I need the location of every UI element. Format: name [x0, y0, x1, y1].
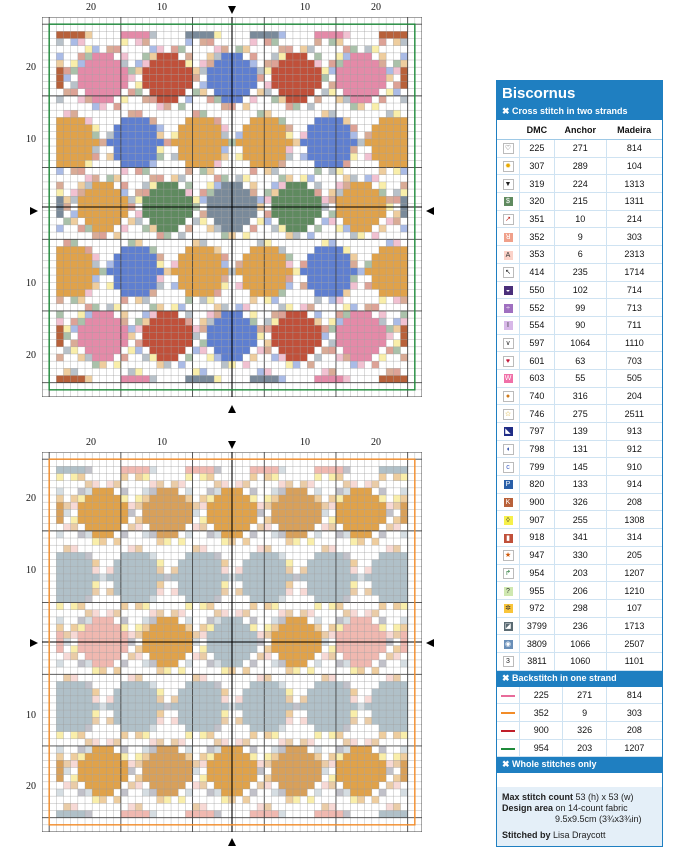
thread-madeira: 314 [606, 529, 662, 547]
key-row [497, 193, 662, 211]
key-row [497, 299, 662, 317]
stitch-symbol-icon: ◒ [504, 286, 513, 295]
thread-dmc: 225 [520, 687, 563, 704]
key-row [497, 529, 662, 547]
backstitch-rows [497, 687, 662, 757]
thread-madeira: 1311 [606, 193, 662, 211]
thread-dmc: 414 [520, 263, 555, 281]
thread-madeira: 2511 [606, 405, 662, 423]
symbol-cell [497, 582, 520, 600]
side-top-4: 20 [26, 350, 36, 361]
thread-anchor: 63 [554, 352, 606, 370]
symbol-cell [497, 193, 520, 211]
symbol-cell [497, 210, 520, 228]
symbol-cell [497, 369, 520, 387]
center-arrow-right-2 [426, 639, 434, 647]
thread-anchor: 99 [554, 299, 606, 317]
symbol-cell [497, 458, 520, 476]
key-row [497, 405, 662, 423]
thread-anchor: 133 [554, 476, 606, 494]
stitch-symbol-icon: c [504, 463, 513, 472]
symbol-cell [497, 440, 520, 458]
thread-anchor: 9 [554, 228, 606, 246]
thread-madeira: 703 [606, 352, 662, 370]
chart-bottom-grid [42, 452, 422, 832]
key-footer [497, 787, 662, 846]
stitch-symbol-icon: ▼ [504, 180, 512, 188]
side-bottom-2: 10 [26, 565, 36, 576]
thread-anchor: 236 [554, 617, 606, 635]
thread-dmc: 603 [520, 369, 555, 387]
backstitch-line-icon [501, 748, 515, 750]
symbol-cell [497, 263, 520, 281]
key-row [497, 387, 662, 405]
color-key-panel [496, 80, 663, 847]
stitch-symbol-icon: ✹ [505, 163, 511, 171]
thread-anchor: 298 [554, 599, 606, 617]
symbol-cell [497, 493, 520, 511]
thread-dmc: 947 [520, 546, 555, 564]
symbol-cell [497, 423, 520, 441]
line-cell [497, 704, 520, 722]
thread-madeira: 912 [606, 440, 662, 458]
thread-anchor: 203 [563, 739, 606, 757]
thread-dmc: 320 [520, 193, 555, 211]
key-row [497, 458, 662, 476]
thread-madeira: 1713 [606, 617, 662, 635]
key-row [497, 511, 662, 529]
thread-madeira: 205 [606, 546, 662, 564]
stitch-symbol-icon: ◪ [504, 622, 512, 630]
stitch-symbol-icon: ◖ [504, 445, 513, 454]
thread-anchor: 275 [554, 405, 606, 423]
thread-dmc: 552 [520, 299, 555, 317]
stitch-symbol-icon: ∨ [505, 339, 511, 347]
symbol-cell [497, 175, 520, 193]
symbol-cell [497, 352, 520, 370]
thread-anchor: 271 [563, 687, 606, 704]
thread-anchor: 326 [563, 722, 606, 740]
thread-madeira: 814 [606, 687, 662, 704]
line-cell [497, 687, 520, 704]
thread-dmc: 820 [520, 476, 555, 494]
thread-madeira: 1110 [606, 334, 662, 352]
key-row [497, 599, 662, 617]
cross-stitch-heading: ✖ Cross stitch in two strands [497, 104, 662, 120]
symbol-cell [497, 617, 520, 635]
thread-madeira: 1308 [606, 511, 662, 529]
thread-madeira: 814 [606, 140, 662, 158]
stitch-symbol-icon: ★ [504, 552, 512, 560]
thread-madeira: 910 [606, 458, 662, 476]
max-stitch-count: Max stitch count 53 (h) x 53 (w) [502, 792, 634, 803]
thread-dmc: 353 [520, 246, 555, 264]
center-arrow-top-1 [228, 6, 236, 14]
axis-bottom-3: 10 [300, 437, 310, 448]
backstitch-row [497, 704, 662, 722]
thread-dmc: 740 [520, 387, 555, 405]
thread-madeira: 1101 [606, 652, 662, 670]
thread-dmc: 319 [520, 175, 555, 193]
symbol-cell [497, 564, 520, 582]
thread-dmc: 798 [520, 440, 555, 458]
thread-madeira: 208 [606, 493, 662, 511]
thread-dmc: 601 [520, 352, 555, 370]
backstitch-heading: ✖ Backstitch in one strand [497, 671, 662, 687]
key-row [497, 652, 662, 670]
backstitch-row [497, 739, 662, 757]
stitch-symbol-icon: ↗ [505, 216, 511, 224]
stitch-symbol-icon: W [504, 375, 512, 383]
key-row [497, 635, 662, 653]
key-row [497, 564, 662, 582]
key-row [497, 316, 662, 334]
chart-bottom [42, 452, 422, 832]
backstitch-table [497, 687, 662, 758]
thread-dmc: 799 [520, 458, 555, 476]
thread-madeira: 303 [606, 228, 662, 246]
stitch-symbol-icon: $ [504, 197, 513, 206]
thread-dmc: 225 [520, 140, 555, 158]
key-row [497, 210, 662, 228]
center-arrow-left-1 [30, 207, 38, 215]
axis-top-2: 10 [157, 2, 167, 13]
key-row [497, 423, 662, 441]
thread-anchor: 9 [563, 704, 606, 722]
thread-madeira: 714 [606, 281, 662, 299]
thread-anchor: 6 [554, 246, 606, 264]
center-arrow-top-2 [228, 441, 236, 449]
thread-anchor: 316 [554, 387, 606, 405]
side-bottom-4: 20 [26, 781, 36, 792]
stitch-symbol-icon: ♥ [504, 357, 513, 366]
side-top-2: 10 [26, 134, 36, 145]
axis-top-1: 20 [86, 2, 96, 13]
thread-dmc: 554 [520, 316, 555, 334]
key-header-row [497, 120, 662, 140]
thread-anchor: 330 [554, 546, 606, 564]
stitch-symbol-icon: A [504, 251, 513, 260]
key-row [497, 582, 662, 600]
thread-dmc: 972 [520, 599, 555, 617]
thread-dmc: 3799 [520, 617, 555, 635]
thread-dmc: 954 [520, 739, 563, 757]
thread-anchor: 215 [554, 193, 606, 211]
stitch-symbol-icon: ꓤ [504, 233, 513, 242]
stitch-symbol-icon: ↖ [505, 269, 511, 277]
thread-madeira: 1714 [606, 263, 662, 281]
thread-madeira: 2313 [606, 246, 662, 264]
symbol-cell [497, 529, 520, 547]
symbol-cell [497, 140, 520, 158]
stitch-symbol-icon: ✲ [505, 605, 511, 613]
thread-madeira: 1210 [606, 582, 662, 600]
thread-anchor: 271 [554, 140, 606, 158]
thread-dmc: 900 [520, 493, 555, 511]
center-arrow-bottom-2 [228, 838, 236, 846]
key-row [497, 546, 662, 564]
key-row [497, 281, 662, 299]
symbol-cell [497, 334, 520, 352]
thread-anchor: 131 [554, 440, 606, 458]
thread-dmc: 797 [520, 423, 555, 441]
axis-top-4: 20 [371, 2, 381, 13]
thread-anchor: 326 [554, 493, 606, 511]
thread-anchor: 235 [554, 263, 606, 281]
symbol-cell [497, 387, 520, 405]
key-row [497, 175, 662, 193]
stitch-symbol-icon: ▮ [504, 534, 513, 543]
thread-anchor: 1066 [554, 635, 606, 653]
thread-madeira: 913 [606, 423, 662, 441]
thread-dmc: 746 [520, 405, 555, 423]
backstitch-line-icon [501, 712, 515, 714]
thread-dmc: 597 [520, 334, 555, 352]
backstitch-row [497, 687, 662, 704]
thread-dmc: 955 [520, 582, 555, 600]
line-cell [497, 722, 520, 740]
stitch-symbol-icon: ◉ [504, 640, 512, 648]
thread-anchor: 90 [554, 316, 606, 334]
center-arrow-left-2 [30, 639, 38, 647]
symbol-cell [497, 599, 520, 617]
thread-madeira: 1313 [606, 175, 662, 193]
thread-madeira: 505 [606, 369, 662, 387]
thread-anchor: 224 [554, 175, 606, 193]
backstitch-line-icon [501, 730, 515, 732]
thread-dmc: 3809 [520, 635, 555, 653]
key-row [497, 352, 662, 370]
thread-dmc: 550 [520, 281, 555, 299]
side-bottom-3: 10 [26, 710, 36, 721]
line-cell [497, 739, 520, 757]
side-bottom-1: 20 [26, 493, 36, 504]
header-anchor: Anchor [554, 120, 606, 140]
key-row [497, 617, 662, 635]
thread-anchor: 145 [554, 458, 606, 476]
chart-top [42, 17, 422, 397]
symbol-cell [497, 511, 520, 529]
backstitch-line-icon [501, 695, 515, 697]
symbol-cell [497, 405, 520, 423]
thread-dmc: 351 [520, 210, 555, 228]
key-row [497, 228, 662, 246]
thread-madeira: 303 [606, 704, 662, 722]
thread-anchor: 203 [554, 564, 606, 582]
thread-madeira: 104 [606, 157, 662, 175]
stitched-by: Stitched by Lisa Draycott [502, 830, 606, 841]
whole-stitches-heading: ✖ Whole stitches only [497, 757, 662, 773]
cross-stitch-table [497, 120, 662, 671]
axis-bottom-4: 20 [371, 437, 381, 448]
thread-madeira: 2507 [606, 635, 662, 653]
thread-anchor: 1060 [554, 652, 606, 670]
thread-anchor: 10 [554, 210, 606, 228]
thread-dmc: 352 [520, 704, 563, 722]
key-row [497, 246, 662, 264]
key-row [497, 157, 662, 175]
symbol-cell [497, 281, 520, 299]
thread-anchor: 1064 [554, 334, 606, 352]
stitch-symbol-icon: ☆ [504, 410, 512, 418]
thread-dmc: 907 [520, 511, 555, 529]
symbol-cell [497, 157, 520, 175]
thread-madeira: 711 [606, 316, 662, 334]
key-row [497, 334, 662, 352]
header-madeira: Madeira [606, 120, 662, 140]
symbol-cell [497, 316, 520, 334]
thread-anchor: 55 [554, 369, 606, 387]
thread-anchor: 255 [554, 511, 606, 529]
thread-madeira: 204 [606, 387, 662, 405]
cross-stitch-rows [497, 140, 662, 671]
thread-madeira: 914 [606, 476, 662, 494]
header-symbol [497, 120, 520, 140]
thread-madeira: 713 [606, 299, 662, 317]
symbol-cell [497, 476, 520, 494]
stitch-symbol-icon: K [504, 498, 513, 507]
thread-madeira: 1207 [606, 564, 662, 582]
center-arrow-right-1 [426, 207, 434, 215]
stitch-symbol-icon: I [504, 321, 513, 330]
axis-top-3: 10 [300, 2, 310, 13]
thread-madeira: 107 [606, 599, 662, 617]
key-row [497, 476, 662, 494]
symbol-cell [497, 299, 520, 317]
stitch-symbol-icon: 3 [504, 657, 513, 666]
stitch-symbol-icon: P [504, 480, 513, 489]
side-top-1: 20 [26, 62, 36, 73]
key-row [497, 369, 662, 387]
thread-anchor: 289 [554, 157, 606, 175]
center-arrow-bottom-1 [228, 405, 236, 413]
symbol-cell [497, 228, 520, 246]
key-row [497, 440, 662, 458]
symbol-cell [497, 246, 520, 264]
side-top-3: 10 [26, 278, 36, 289]
thread-madeira: 214 [606, 210, 662, 228]
thread-dmc: 3811 [520, 652, 555, 670]
chart-top-grid [42, 17, 422, 397]
key-title: Biscornus [497, 81, 662, 104]
stitch-symbol-icon: ◣ [505, 428, 511, 436]
stitch-symbol-icon: ● [504, 392, 513, 401]
stitch-symbol-icon: ? [504, 587, 513, 596]
thread-dmc: 900 [520, 722, 563, 740]
stitch-symbol-icon: ◊ [504, 516, 513, 525]
symbol-cell [497, 652, 520, 670]
stitch-symbol-icon: ÷ [504, 304, 513, 313]
thread-madeira: 1207 [606, 739, 662, 757]
thread-anchor: 341 [554, 529, 606, 547]
backstitch-row [497, 722, 662, 740]
thread-dmc: 954 [520, 564, 555, 582]
design-area-size: 9.5x9.5cm (3¾x3¾in) [555, 814, 642, 825]
axis-bottom-2: 10 [157, 437, 167, 448]
axis-bottom-1: 20 [86, 437, 96, 448]
thread-anchor: 206 [554, 582, 606, 600]
stitch-symbol-icon: ♡ [504, 145, 512, 153]
design-area: Design area on 14-count fabric [502, 803, 628, 814]
thread-dmc: 352 [520, 228, 555, 246]
thread-dmc: 918 [520, 529, 555, 547]
symbol-cell [497, 546, 520, 564]
header-dmc: DMC [520, 120, 555, 140]
key-row [497, 140, 662, 158]
key-row [497, 263, 662, 281]
thread-anchor: 139 [554, 423, 606, 441]
key-row [497, 493, 662, 511]
thread-dmc: 307 [520, 157, 555, 175]
symbol-cell [497, 635, 520, 653]
thread-anchor: 102 [554, 281, 606, 299]
thread-madeira: 208 [606, 722, 662, 740]
stitch-symbol-icon: ↱ [505, 569, 511, 577]
